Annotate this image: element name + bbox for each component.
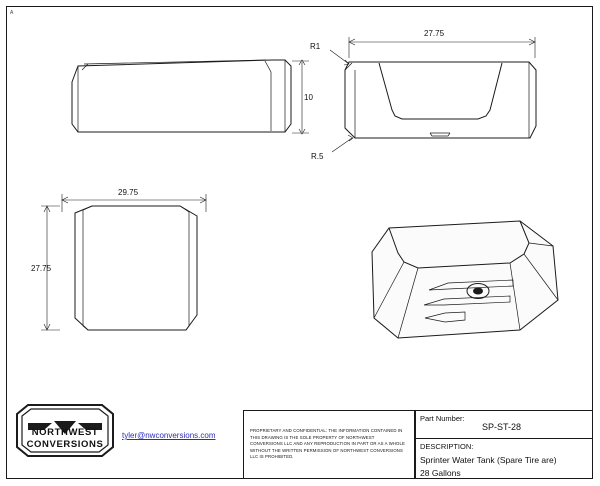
contact-email-link[interactable]: tyler@nwconversions.com (122, 431, 216, 440)
description-value (420, 454, 557, 480)
part-number-label: Part Number: (420, 414, 465, 423)
isometric-view (372, 221, 558, 338)
width-dim-label-top: 27.75 (31, 264, 52, 273)
part-number-value: SP-ST-28 (482, 422, 522, 432)
description-row (416, 439, 592, 480)
description-line-2: 28 Gallons (420, 467, 461, 478)
company-logo (14, 403, 116, 458)
logo-line-1: NORTHWEST (31, 427, 99, 438)
front-elevation-view (72, 60, 291, 132)
proprietary-notes-block (243, 410, 415, 479)
title-block (415, 410, 593, 479)
width-dim-label-side: 27.75 (424, 29, 445, 38)
sheet-corner-mark: A (10, 10, 14, 16)
description-line-1: Sprinter Water Tank (Spare Tire are) (420, 455, 557, 465)
proprietary-notes-text: PROPRIETARY AND CONFIDENTIAL: THE INFORMATION CONTAINED IN THIS DRAWING IS THE SOLE PROPERTY OF NORTHWEST CONVERSIONS LLC AND ANY REPRODUCTION IN PART OR AS A WHOLE WITHOUT THE WRITTEN PERMISSION OF NORTHWEST CONVERSIONS LLC IS PROHIBITED. (250, 428, 405, 460)
radius-r5-label: R.5 (311, 152, 324, 161)
side-elevation-view (345, 62, 536, 138)
part-number-row (416, 411, 592, 439)
width-dim-line-side (349, 37, 535, 58)
height-dim-label: 10 (304, 93, 313, 102)
logo-line-2: CONVERSIONS (26, 438, 104, 450)
radius-r1-label: R1 (310, 42, 321, 51)
description-label: DESCRIPTION: (420, 442, 474, 451)
depth-dim-label: 29.75 (118, 188, 139, 197)
top-plan-view (75, 206, 197, 330)
radius-r5-leader (332, 135, 353, 152)
logo-text (14, 427, 116, 451)
radius-r1-leader (330, 50, 349, 65)
